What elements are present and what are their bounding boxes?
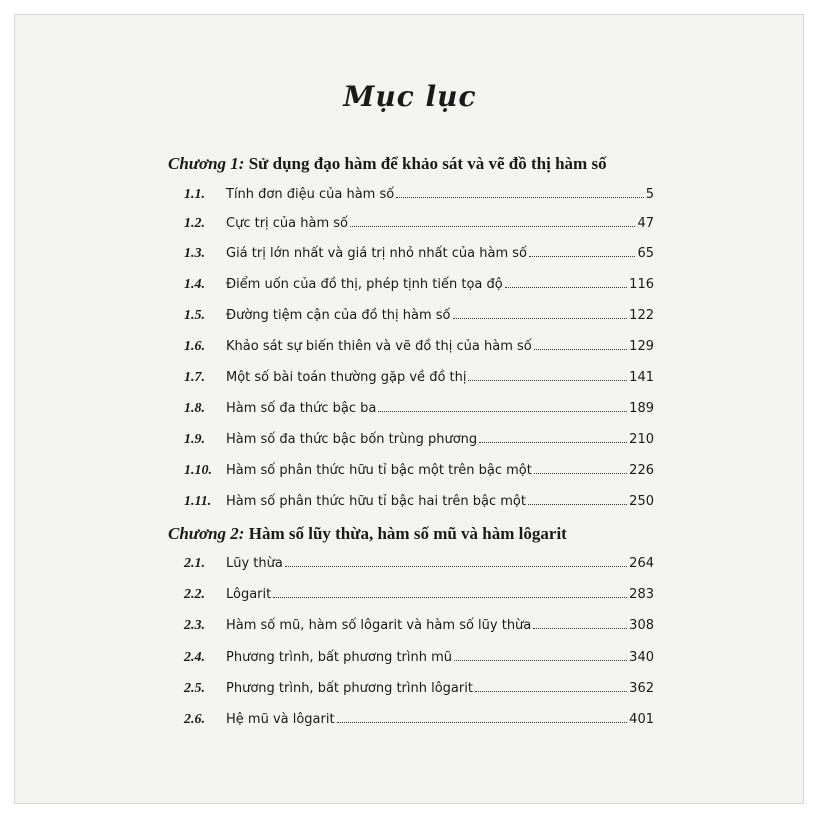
entry-page: 141	[629, 370, 654, 385]
toc-entry[interactable]	[184, 337, 654, 359]
toc-entry[interactable]	[184, 306, 654, 328]
chapter-title: Hàm số lũy thừa, hàm số mũ và hàm lôgarit	[248, 524, 567, 543]
entry-page: 122	[629, 308, 654, 323]
entry-label: Một số bài toán thường gặp về đồ thị	[226, 370, 467, 385]
toc-entry[interactable]	[184, 368, 654, 390]
entry-number: 1.5.	[184, 308, 205, 323]
toc-entry[interactable]	[184, 554, 654, 576]
entry-page: 189	[629, 401, 654, 416]
entry-page: 401	[629, 712, 654, 727]
toc-entry[interactable]	[184, 214, 654, 236]
chapter-label: Chương 1:	[168, 154, 245, 173]
entry-page: 340	[629, 650, 654, 665]
dot-leader	[529, 246, 635, 257]
dot-leader	[378, 401, 627, 412]
toc-entry[interactable]	[184, 244, 654, 266]
dot-leader	[396, 187, 644, 198]
entry-page: 362	[629, 681, 654, 696]
entry-page: 264	[629, 556, 654, 571]
chapter-2-heading	[168, 524, 567, 544]
toc-entry[interactable]	[184, 185, 654, 207]
chapter-1-heading	[168, 154, 607, 174]
entry-page: 226	[629, 463, 654, 478]
entry-number: 2.2.	[184, 587, 205, 602]
dot-leader	[475, 681, 627, 692]
toc-entry[interactable]	[184, 430, 654, 452]
toc-entry[interactable]	[184, 461, 654, 483]
entry-number: 2.1.	[184, 556, 205, 571]
entry-label: Hàm số mũ, hàm số lôgarit và hàm số lũy thừa	[226, 618, 532, 633]
entry-number: 2.3.	[184, 618, 205, 633]
entry-label: Lôgarit	[226, 587, 272, 602]
entry-number: 1.7.	[184, 370, 205, 385]
entry-number: 1.8.	[184, 401, 205, 416]
entry-number: 1.9.	[184, 432, 205, 447]
entry-label: Đường tiệm cận của đồ thị hàm số	[226, 308, 451, 323]
dot-leader	[534, 339, 627, 350]
dot-leader	[468, 370, 627, 381]
entry-label: Hàm số đa thức bậc ba	[226, 401, 377, 416]
entry-number: 1.6.	[184, 339, 205, 354]
entry-number: 1.10.	[184, 463, 212, 478]
entry-label: Hàm số đa thức bậc bốn trùng phương	[226, 432, 478, 447]
dot-leader	[534, 463, 627, 474]
chapter-label: Chương 2:	[168, 524, 245, 543]
entry-label: Tính đơn điệu của hàm số	[226, 187, 395, 202]
toc-entry[interactable]	[184, 275, 654, 297]
entry-page: 5	[645, 187, 654, 202]
dot-leader	[533, 618, 627, 629]
entry-label: Hàm số phân thức hữu tỉ bậc hai trên bậc một	[226, 494, 526, 509]
entry-label: Phương trình, bất phương trình mũ	[226, 650, 453, 665]
entry-label: Giá trị lớn nhất và giá trị nhỏ nhất của hàm số	[226, 246, 527, 261]
entry-number: 1.11.	[184, 494, 212, 509]
entry-label: Phương trình, bất phương trình lôgarit	[226, 681, 473, 696]
entry-label: Hệ mũ và lôgarit	[226, 712, 335, 727]
dot-leader	[454, 650, 627, 661]
dot-leader	[285, 556, 627, 567]
dot-leader	[505, 277, 627, 288]
dot-leader	[528, 494, 627, 505]
entry-number: 2.4.	[184, 650, 205, 665]
dot-leader	[350, 216, 635, 227]
toc-entry[interactable]	[184, 648, 654, 670]
entry-page: 116	[629, 277, 654, 292]
toc-entry[interactable]	[184, 399, 654, 421]
toc-entry[interactable]	[184, 585, 654, 607]
entry-label: Cực trị của hàm số	[226, 216, 348, 231]
toc-entry[interactable]	[184, 710, 654, 732]
entry-page: 283	[629, 587, 654, 602]
dot-leader	[273, 587, 627, 598]
toc-entry[interactable]	[184, 679, 654, 701]
entry-label: Điểm uốn của đồ thị, phép tịnh tiến tọa độ	[226, 277, 503, 292]
entry-page: 47	[637, 216, 654, 231]
entry-label: Khảo sát sự biến thiên và vẽ đồ thị của hàm số	[226, 339, 532, 354]
entry-page: 250	[629, 494, 654, 509]
entry-number: 1.1.	[184, 187, 205, 202]
toc-entry[interactable]	[184, 492, 654, 514]
page-title: Mục lục	[343, 80, 477, 113]
entry-page: 65	[637, 246, 654, 261]
entry-number: 2.5.	[184, 681, 205, 696]
entry-number: 1.2.	[184, 216, 205, 231]
chapter-title: Sử dụng đạo hàm để khảo sát và vẽ đồ thị hàm số	[248, 154, 607, 173]
entry-page: 308	[629, 618, 654, 633]
toc-entry[interactable]	[184, 616, 654, 638]
dot-leader	[337, 712, 628, 723]
dot-leader	[453, 308, 628, 319]
dot-leader	[479, 432, 627, 443]
entry-label: Lũy thừa	[226, 556, 283, 571]
entry-number: 1.3.	[184, 246, 205, 261]
entry-page: 129	[629, 339, 654, 354]
entry-page: 210	[629, 432, 654, 447]
entry-number: 1.4.	[184, 277, 205, 292]
entry-label: Hàm số phân thức hữu tỉ bậc một trên bậc một	[226, 463, 532, 478]
entry-number: 2.6.	[184, 712, 205, 727]
